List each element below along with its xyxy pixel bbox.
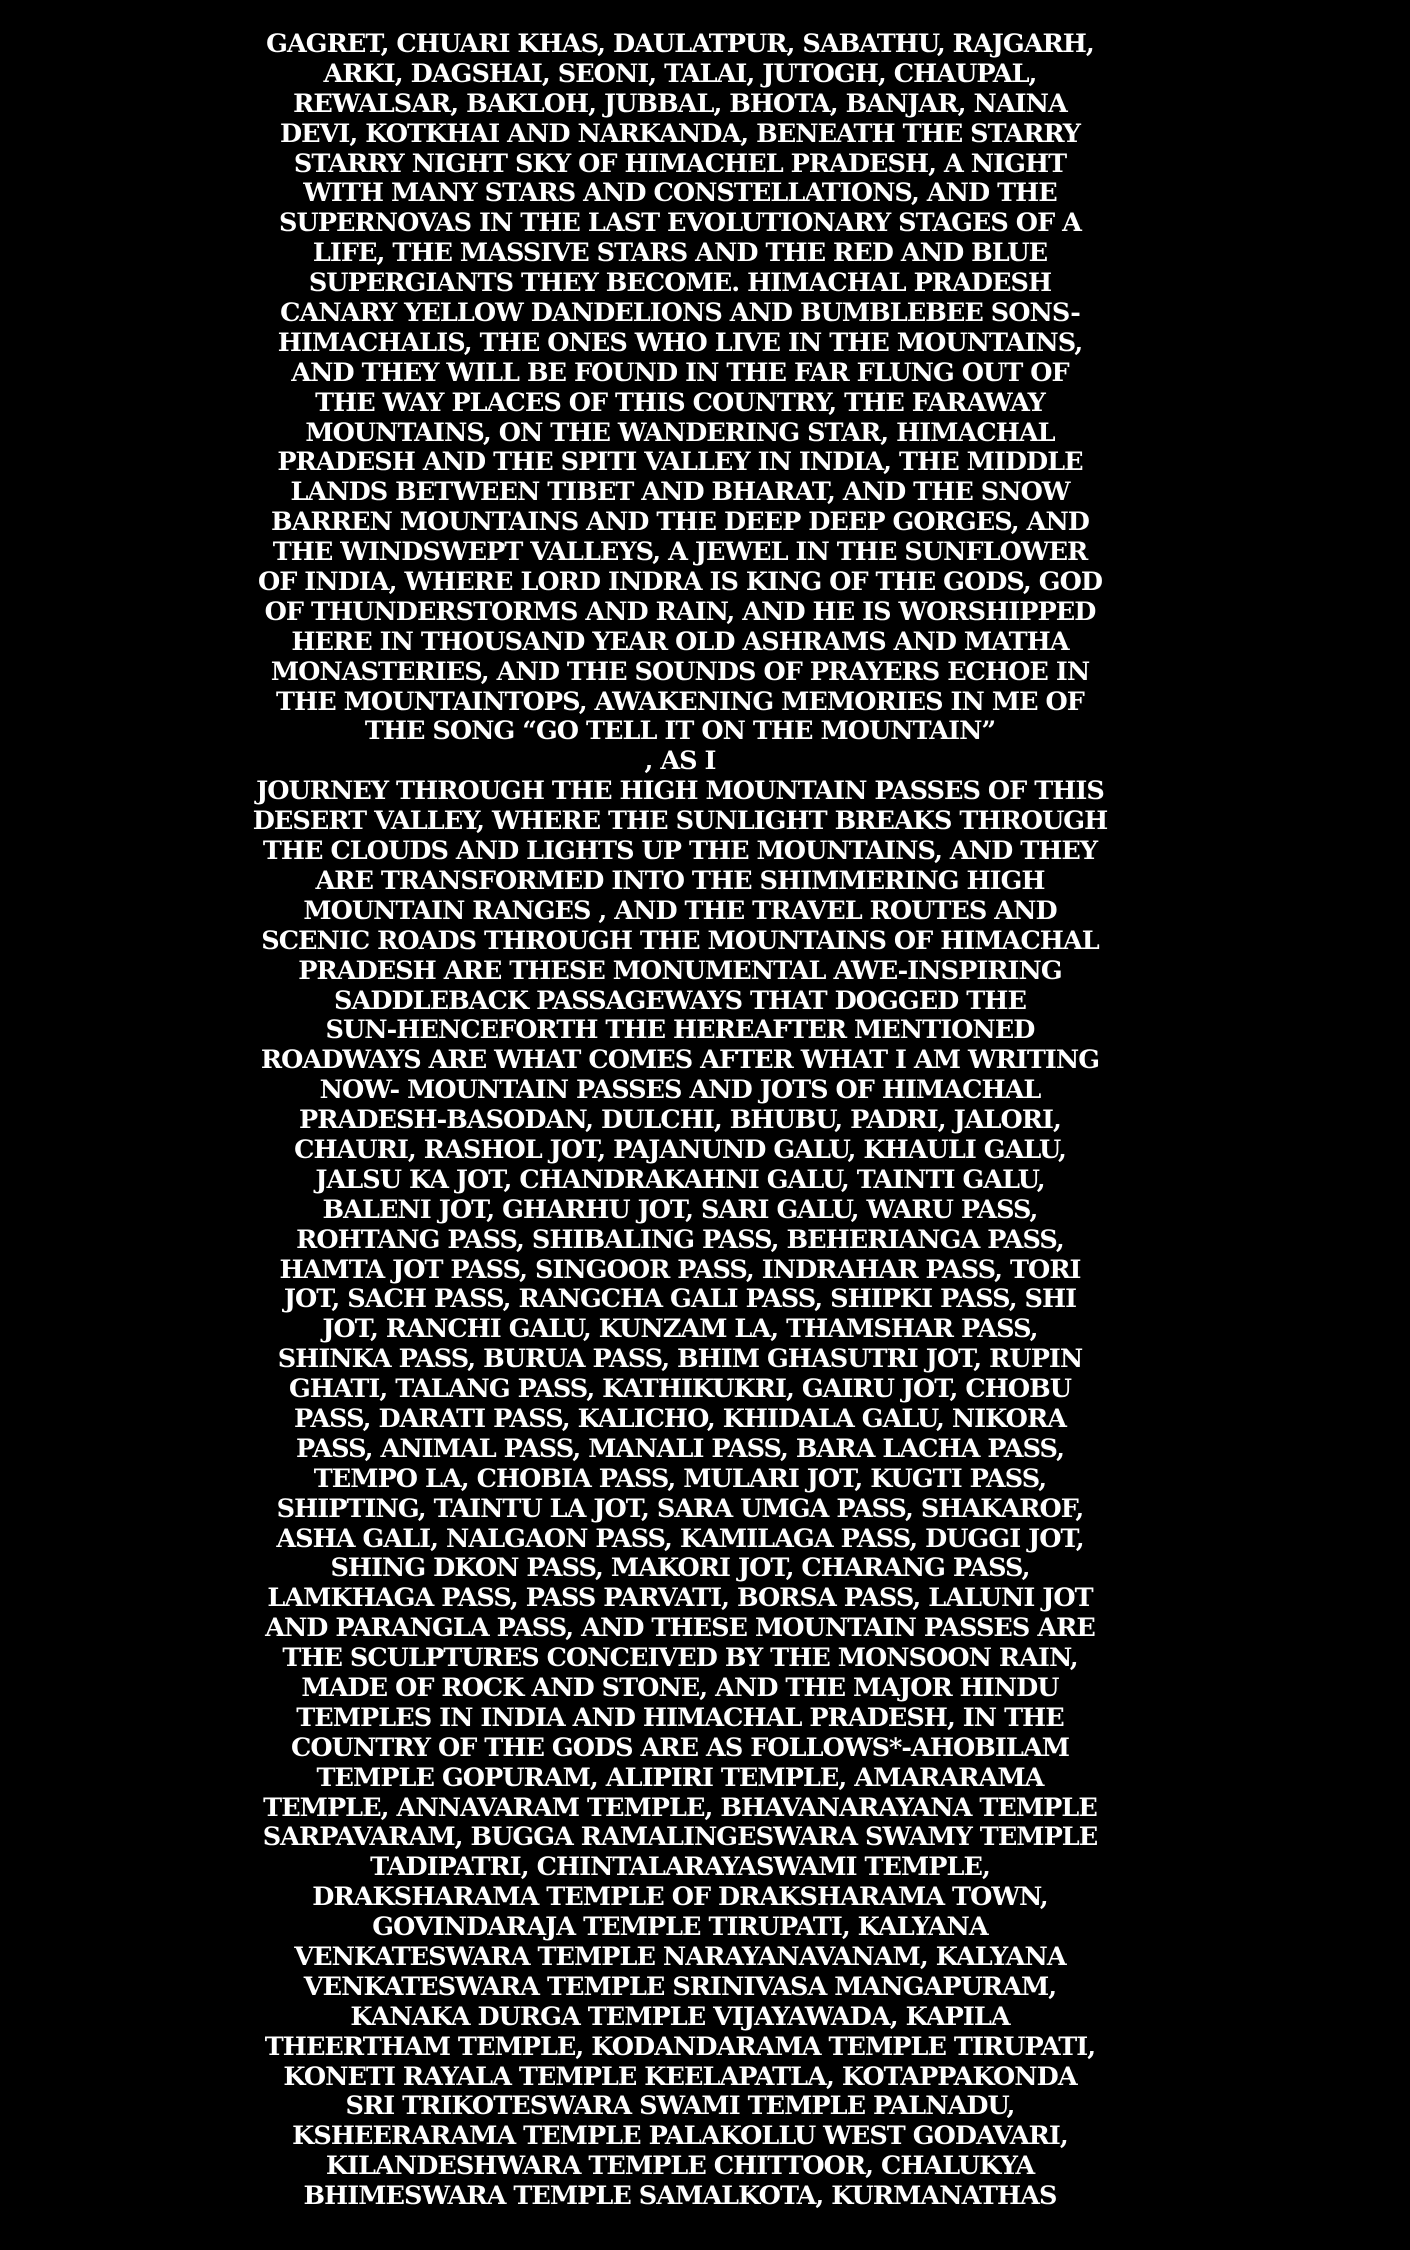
text-line: KILANDESHWARA TEMPLE CHITTOOR, CHALUKYA <box>325 2151 1035 2182</box>
text-line: THE SCULPTURES CONCEIVED BY THE MONSOON RAIN, <box>282 1643 1078 1674</box>
text-line: GAGRET, CHUARI KHAS, DAULATPUR, SABATHU, RAJGARH, <box>266 29 1094 59</box>
text-line: OF INDIA, WHERE LORD INDRA IS KING OF THE GODS, GOD <box>257 567 1103 598</box>
text-line: GOVINDARAJA TEMPLE TIRUPATI, KALYANA <box>372 1912 988 1943</box>
text-line: MOUNTAIN RANGES , AND THE TRAVEL ROUTES AND <box>303 895 1057 926</box>
text-line: MADE OF ROCK AND STONE, AND THE MAJOR HINDU <box>301 1672 1059 1703</box>
text-line: PRADESH-BASODAN, DULCHI, BHUBU, PADRI, JALORI, <box>299 1105 1061 1136</box>
text-block <box>245 30 1115 2212</box>
text-line: GHATI, TALANG PASS, KATHIKUKRI, GAIRU JOT, CHOBU <box>288 1374 1072 1405</box>
text-line: SUN-HENCEFORTH THE HEREAFTER MENTIONED <box>325 1015 1035 1046</box>
text-line: TEMPLE GOPURAM, ALIPIRI TEMPLE, AMARARAMA <box>316 1762 1044 1793</box>
text-line: TEMPO LA, CHOBIA PASS, MULARI JOT, KUGTI PASS, <box>313 1463 1047 1494</box>
text-line: BHIMESWARA TEMPLE SAMALKOTA, KURMANATHAS <box>303 2181 1057 2212</box>
text-line: PRADESH AND THE SPITI VALLEY IN INDIA, THE MIDDLE <box>277 447 1083 478</box>
text-line: HIMACHALIS, THE ONES WHO LIVE IN THE MOUNTAINS, <box>277 327 1083 358</box>
text-line: PRADESH ARE THESE MONUMENTAL AWE-INSPIRING <box>298 955 1062 986</box>
text-line: LAMKHAGA PASS, PASS PARVATI, BORSA PASS, LALUNI JOT <box>267 1583 1093 1614</box>
text-line: MOUNTAINS, ON THE WANDERING STAR, HIMACHAL <box>305 417 1055 448</box>
text-line: THE WAY PLACES OF THIS COUNTRY, THE FARAWAY <box>315 387 1045 418</box>
text-line: CANARY YELLOW DANDELIONS AND BUMBLEBEE SONS- <box>280 298 1080 329</box>
text-line: JALSU KA JOT, CHANDRAKAHNI GALU, TAINTI GALU, <box>315 1164 1045 1195</box>
text-line: AND THEY WILL BE FOUND IN THE FAR FLUNG OUT OF <box>291 357 1069 388</box>
text-line: THE MOUNTAINTOPS, AWAKENING MEMORIES IN ME OF <box>276 686 1084 717</box>
text-line: PASS, DARATI PASS, KALICHO, KHIDALA GALU, NIKORA <box>293 1403 1067 1434</box>
text-line: SHIPTING, TAINTU LA JOT, SARA UMGA PASS, SHAKAROF, <box>276 1493 1084 1524</box>
text-line: BALENI JOT, GHARHU JOT, SARI GALU, WARU PASS, <box>322 1194 1038 1225</box>
text-line: SUPERGIANTS THEY BECOME. HIMACHAL PRADESH <box>308 268 1052 299</box>
text-line: HERE IN THOUSAND YEAR OLD ASHRAMS AND MATHA <box>291 626 1069 657</box>
text-line: SADDLEBACK PASSAGEWAYS THAT DOGGED THE <box>334 985 1026 1016</box>
text-line: JOURNEY THROUGH THE HIGH MOUNTAIN PASSES OF THIS <box>256 776 1104 807</box>
text-line: SARPAVARAM, BUGGA RAMALINGESWARA SWAMY TEMPLE <box>262 1822 1098 1853</box>
text-line: SHING DKON PASS, MAKORI JOT, CHARANG PASS, <box>330 1553 1030 1584</box>
text-line: ASHA GALI, NALGAON PASS, KAMILAGA PASS, DUGGI JOT, <box>276 1523 1084 1554</box>
text-line: SHINKA PASS, BURUA PASS, BHIM GHASUTRI JOT, RUPIN <box>277 1344 1083 1375</box>
text-line: DEVI, KOTKHAI AND NARKANDA, BENEATH THE STARRY <box>279 118 1081 149</box>
text-line: THE CLOUDS AND LIGHTS UP THE MOUNTAINS, AND THEY <box>262 836 1098 867</box>
text-line: DRAKSHARAMA TEMPLE OF DRAKSHARAMA TOWN, <box>312 1882 1048 1913</box>
text-line: KSHEERARAMA TEMPLE PALAKOLLU WEST GODAVARI, <box>292 2121 1068 2152</box>
text-line: THE WINDSWEPT VALLEYS, A JEWEL IN THE SUNFLOWER <box>272 537 1088 568</box>
text-line: NOW- MOUNTAIN PASSES AND JOTS OF HIMACHAL <box>319 1075 1041 1106</box>
text-line: KONETI RAYALA TEMPLE KEELAPATLA, KOTAPPAKONDA <box>283 2061 1077 2092</box>
text-line: DESERT VALLEY, WHERE THE SUNLIGHT BREAKS THROUGH <box>252 806 1108 837</box>
text-line: KANAKA DURGA TEMPLE VIJAYAWADA, KAPILA <box>350 2001 1010 2032</box>
text-line: SRI TRIKOTESWARA SWAMI TEMPLE PALNADU, <box>345 2091 1015 2122</box>
text-line: JOT, SACH PASS, RANGCHA GALI PASS, SHIPKI PASS, SHI <box>283 1284 1077 1315</box>
text-line: PASS, ANIMAL PASS, MANALI PASS, BARA LACHA PASS, <box>295 1433 1065 1464</box>
text-line: OF THUNDERSTORMS AND RAIN, AND HE IS WORSHIPPED <box>264 596 1096 627</box>
text-line: WITH MANY STARS AND CONSTELLATIONS, AND THE <box>303 178 1057 209</box>
text-line: AND PARANGLA PASS, AND THESE MOUNTAIN PASSES ARE <box>265 1613 1095 1644</box>
text-line: VENKATESWARA TEMPLE NARAYANAVANAM, KALYANA <box>294 1942 1066 1972</box>
text-line: TADIPATRI, CHINTALARAYASWAMI TEMPLE, <box>370 1852 990 1883</box>
text-line: , AS I <box>644 746 716 777</box>
text-line: REWALSAR, BAKLOH, JUBBAL, BHOTA, BANJAR, NAINA <box>293 88 1067 119</box>
text-line: BARREN MOUNTAINS AND THE DEEP DEEP GORGES, AND <box>271 507 1089 538</box>
text-line: STARRY NIGHT SKY OF HIMACHEL PRADESH, A NIGHT <box>293 148 1067 179</box>
text-line: CHAURI, RASHOL JOT, PAJANUND GALU, KHAULI GALU, <box>294 1134 1066 1165</box>
text-line: MONASTERIES, AND THE SOUNDS OF PRAYERS ECHOE IN <box>270 656 1090 687</box>
text-line: TEMPLES IN INDIA AND HIMACHAL PRADESH, IN THE <box>296 1702 1064 1733</box>
text-line: SCENIC ROADS THROUGH THE MOUNTAINS OF HIMACHAL <box>261 925 1099 956</box>
text-line: JOT, RANCHI GALU, KUNZAM LA, THAMSHAR PASS, <box>322 1314 1038 1345</box>
text-line: THEERTHAM TEMPLE, KODANDARAMA TEMPLE TIRUPATI, <box>264 2031 1096 2062</box>
text-line: LIFE, THE MASSIVE STARS AND THE RED AND BLUE <box>312 238 1048 269</box>
text-line: COUNTRY OF THE GODS ARE AS FOLLOWS*-AHOBILAM <box>291 1732 1069 1763</box>
text-line: TEMPLE, ANNAVARAM TEMPLE, BHAVANARAYANA TEMPLE <box>263 1792 1097 1823</box>
text-line: SUPERNOVAS IN THE LAST EVOLUTIONARY STAGES OF A <box>279 208 1081 239</box>
text-line: VENKATESWARA TEMPLE SRINIVASA MANGAPURAM, <box>303 1971 1057 2002</box>
text-line: ARE TRANSFORMED INTO THE SHIMMERING HIGH <box>315 865 1045 896</box>
text-line: ROHTANG PASS, SHIBALING PASS, BEHERIANGA PASS, <box>296 1224 1064 1255</box>
text-line: LANDS BETWEEN TIBET AND BHARAT, AND THE SNOW <box>290 477 1070 508</box>
text-line: THE SONG “GO TELL IT ON THE MOUNTAIN” <box>364 716 996 747</box>
text-line: ROADWAYS ARE WHAT COMES AFTER WHAT I AM WRITING <box>260 1045 1100 1076</box>
text-line: HAMTA JOT PASS, SINGOOR PASS, INDRAHAR PASS, TORI <box>279 1254 1081 1285</box>
text-line: ARKI, DAGSHAI, SEONI, TALAI, JUTOGH, CHAUPAL, <box>323 58 1037 89</box>
